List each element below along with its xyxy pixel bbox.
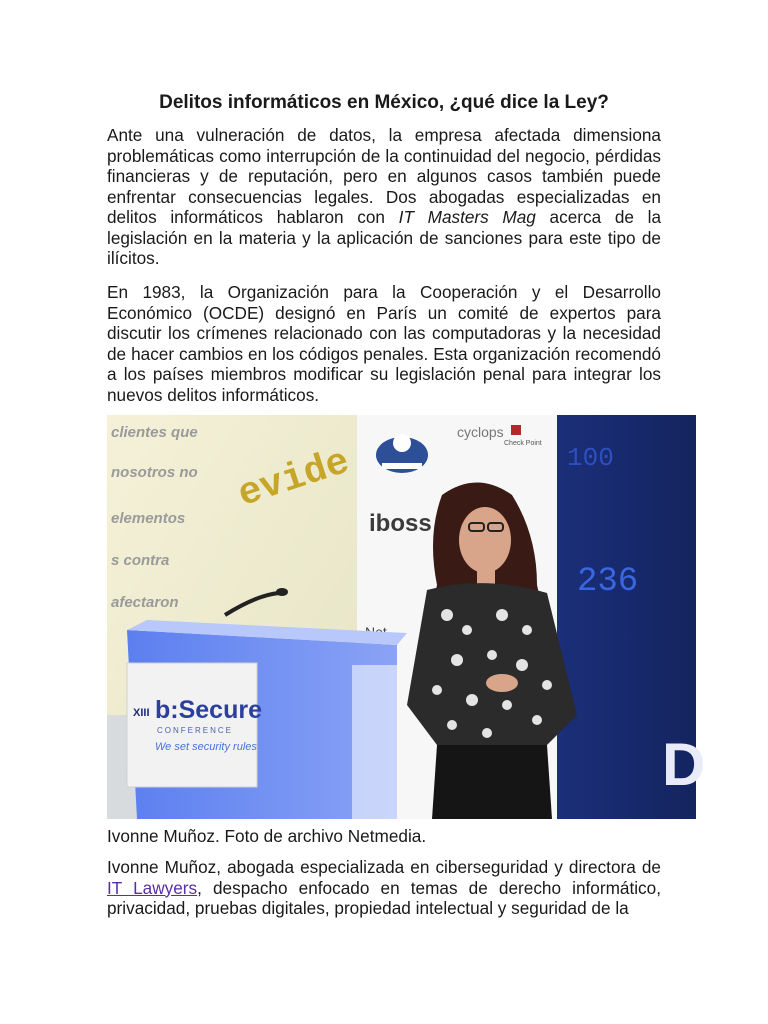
sponsor-cyclops: cyclops: [457, 424, 504, 440]
speaker-photo: [107, 415, 706, 819]
podium-roman: XIII: [133, 707, 150, 719]
slide-line-2: nosotros no: [111, 464, 198, 481]
history-paragraph: En 1983, la Organización para la Cooperación y el Desarrollo Económico (OCDE) designó en París un comité de expertos para discutir los crímenes relacionado con las computadoras y la necesidad de hacer cambios en los códigos penales. Esta organización recomendó a los países miembros modificar su legislación penal para integrar los nuevos delitos informáticos.: [107, 282, 661, 405]
screen-digits-top: 100: [567, 443, 614, 473]
microphone-head: [276, 588, 288, 596]
magazine-name: IT Masters Mag: [398, 207, 536, 227]
intro-text-end: acerca de la legislación en la materia y la aplicación de sanciones para este tipo de ilícitos.: [107, 207, 661, 268]
slide-line-3: elementos: [111, 510, 186, 527]
checkpoint-logo: [511, 425, 521, 435]
photo-caption: Ivonne Muñoz. Foto de archivo Netmedia.: [107, 826, 427, 846]
podium-brand: b:Secure: [155, 696, 262, 724]
profile-text-end: , despacho enfocado en temas de derecho informático, privacidad, pruebas digitales, propiedad intelectual y seguridad de la: [107, 877, 661, 918]
screen-digits-mid: 236: [577, 563, 639, 601]
intro-paragraph: [107, 125, 661, 269]
slide-line-1: clientes que: [111, 424, 198, 441]
profile-paragraph: [107, 857, 661, 919]
podium-tagline: We set security rules: [155, 741, 257, 753]
article-title: Delitos informáticos en México, ¿qué dice la Ley?: [159, 92, 609, 113]
intro-text-start: Ante una vulneración de datos, la empresa afectada dimensiona problemáticas como interrupción de la continuidad del negocio, pérdidas financieras y de reputación, pero en algunos casos también puede enfrentar consecuencias legales. Dos abogadas especializadas en delitos informáticos hablaron con: [107, 125, 661, 227]
it-lawyers-link[interactable]: IT Lawyers: [107, 877, 198, 898]
slide-line-5: afectaron: [111, 594, 179, 611]
slide-line-4: s contra: [111, 552, 170, 569]
podium-conference: CONFERENCE: [157, 726, 234, 735]
screen-letter: D: [662, 731, 706, 798]
sponsor-checkpoint: Check Point: [504, 440, 542, 447]
sponsor-iboss: iboss: [369, 510, 432, 537]
profile-text-start: Ivonne Muñoz, abogada especializada en ciberseguridad y directora de: [107, 857, 661, 877]
slide-word: evide: [233, 440, 355, 517]
